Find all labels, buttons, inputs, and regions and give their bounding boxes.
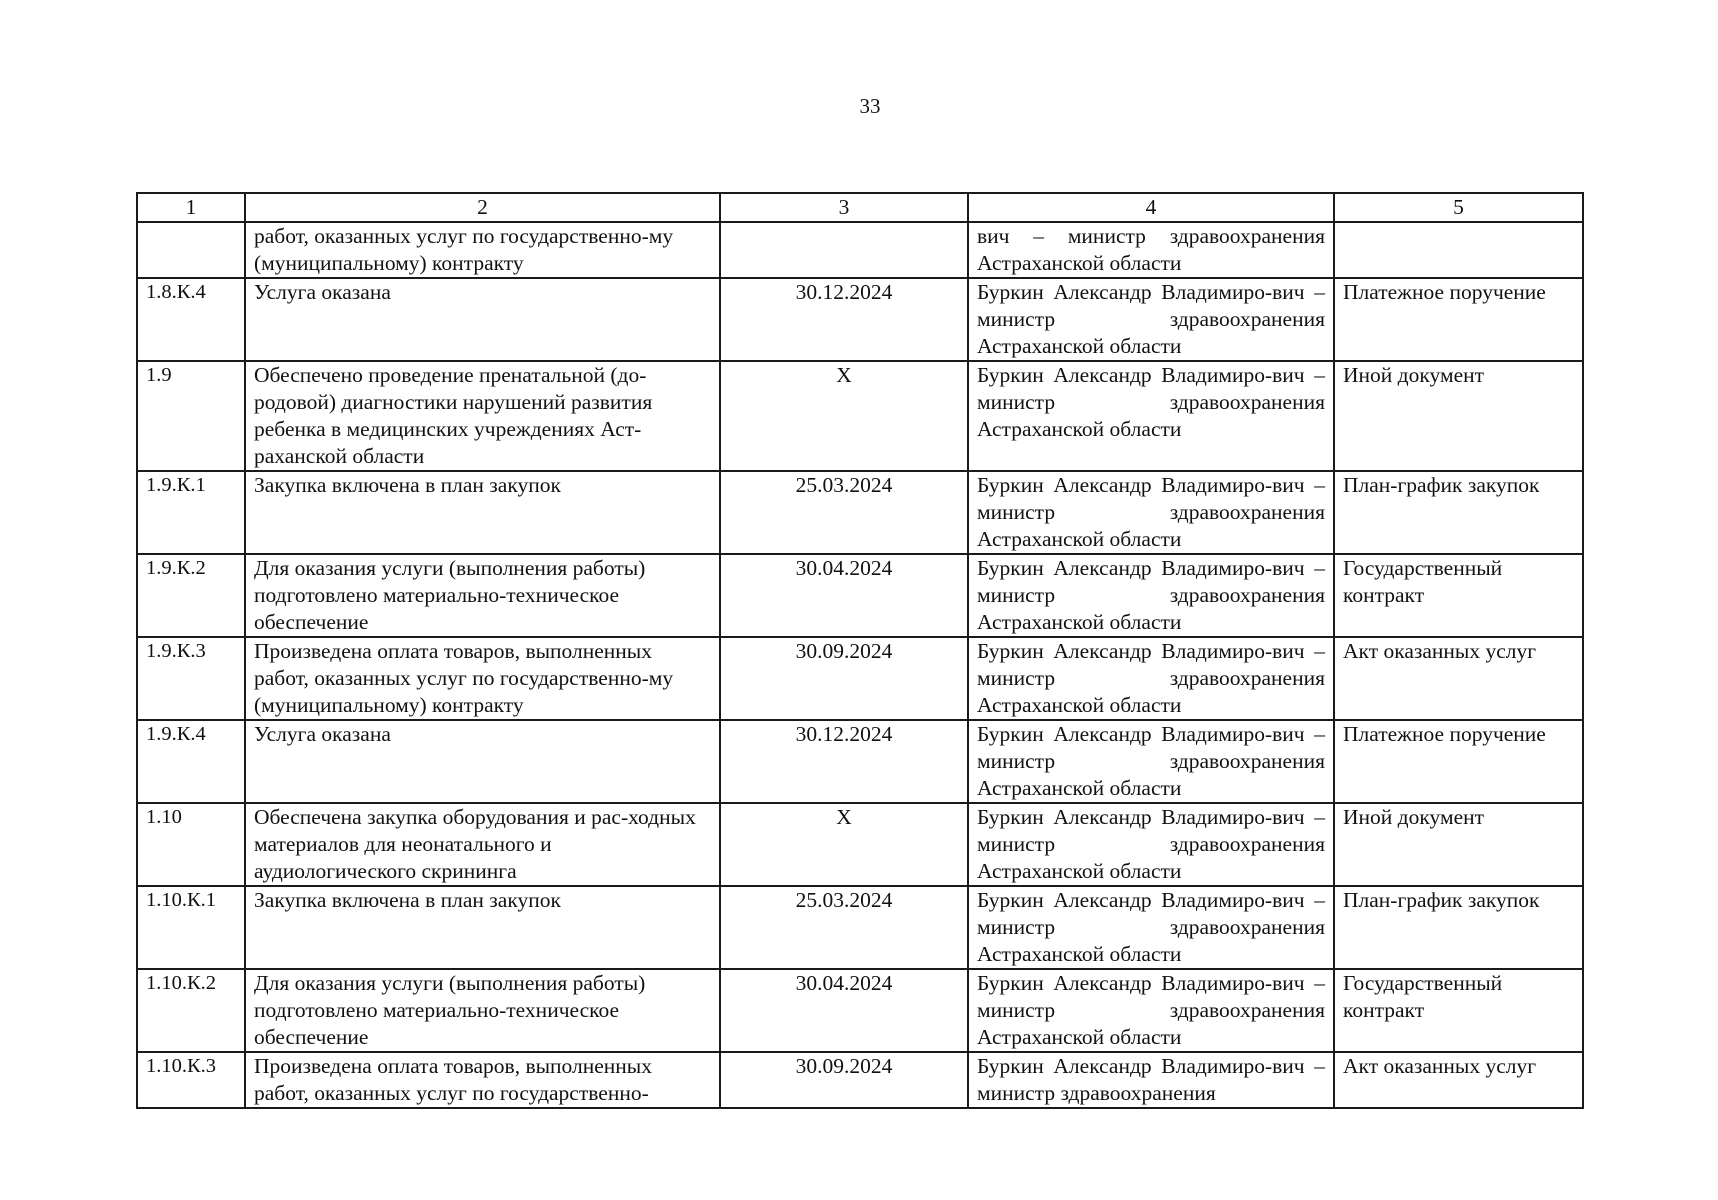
row-date: X [720,361,968,471]
table-row [137,222,1583,278]
row-document: План-график закупок [1334,886,1583,969]
column-header-4: 4 [968,193,1334,222]
row-document: Акт оказанных услуг [1334,1052,1583,1108]
row-responsible: Буркин Александр Владимиро-вич – министр здравоохранения Астраханской области [968,554,1334,637]
row-number [137,222,245,278]
row-document: Иной документ [1334,803,1583,886]
row-date [720,222,968,278]
row-description: Услуга оказана [245,720,720,803]
row-document: Акт оказанных услуг [1334,637,1583,720]
row-document [1334,222,1583,278]
row-date: 25.03.2024 [720,471,968,554]
row-description: Обеспечена закупка оборудования и рас-ходных материалов для неонатального и аудиологического скрининга [245,803,720,886]
table-row [137,554,1583,637]
row-responsible: Буркин Александр Владимиро-вич – министр здравоохранения Астраханской области [968,471,1334,554]
row-responsible: Буркин Александр Владимиро-вич – министр здравоохранения [968,1052,1334,1108]
row-number: 1.10.К.2 [137,969,245,1052]
row-description: Произведена оплата товаров, выполненных работ, оказанных услуг по государственно- [245,1052,720,1108]
row-responsible: вич – министр здравоохранения Астраханской области [968,222,1334,278]
table-row [137,471,1583,554]
row-number: 1.9.К.2 [137,554,245,637]
row-number: 1.10.К.3 [137,1052,245,1108]
row-description: Обеспечено проведение пренатальной (до-родовой) диагностики нарушений развития ребенка в медицинских учреждениях Аст-раханской области [245,361,720,471]
row-responsible: Буркин Александр Владимиро-вич – министр здравоохранения Астраханской области [968,278,1334,361]
row-date: 30.12.2024 [720,278,968,361]
row-number: 1.9 [137,361,245,471]
plan-table [136,192,1584,1109]
row-description: Закупка включена в план закупок [245,471,720,554]
column-header-3: 3 [720,193,968,222]
row-description: Закупка включена в план закупок [245,886,720,969]
row-document: Государственный контракт [1334,969,1583,1052]
header-row [137,193,1583,222]
table-row [137,886,1583,969]
row-description: Для оказания услуги (выполнения работы) подготовлено материально-техническое обеспечение [245,969,720,1052]
row-document: Платежное поручение [1334,720,1583,803]
row-number: 1.9.К.1 [137,471,245,554]
row-responsible: Буркин Александр Владимиро-вич – министр здравоохранения Астраханской области [968,803,1334,886]
row-document: Иной документ [1334,361,1583,471]
row-document: Платежное поручение [1334,278,1583,361]
row-responsible: Буркин Александр Владимиро-вич – министр здравоохранения Астраханской области [968,720,1334,803]
row-description: работ, оказанных услуг по государственно-му (муниципальному) контракту [245,222,720,278]
row-number: 1.8.К.4 [137,278,245,361]
row-number: 1.9.К.3 [137,637,245,720]
row-date: 30.09.2024 [720,1052,968,1108]
table-row [137,969,1583,1052]
table-row [137,720,1583,803]
column-header-5: 5 [1334,193,1583,222]
row-document: Государственный контракт [1334,554,1583,637]
table-row [137,278,1583,361]
row-responsible: Буркин Александр Владимиро-вич – министр здравоохранения Астраханской области [968,969,1334,1052]
row-number: 1.10 [137,803,245,886]
row-date: 25.03.2024 [720,886,968,969]
row-description: Услуга оказана [245,278,720,361]
table-row [137,361,1583,471]
row-number: 1.10.К.1 [137,886,245,969]
row-number: 1.9.К.4 [137,720,245,803]
row-date: 30.12.2024 [720,720,968,803]
row-document: План-график закупок [1334,471,1583,554]
table-row [137,1052,1583,1108]
column-header-1: 1 [137,193,245,222]
row-date: 30.09.2024 [720,637,968,720]
row-responsible: Буркин Александр Владимиро-вич – министр здравоохранения Астраханской области [968,886,1334,969]
row-description: Произведена оплата товаров, выполненных работ, оказанных услуг по государственно-му (муниципальному) контракту [245,637,720,720]
row-responsible: Буркин Александр Владимиро-вич – министр здравоохранения Астраханской области [968,361,1334,471]
row-responsible: Буркин Александр Владимиро-вич – министр здравоохранения Астраханской области [968,637,1334,720]
row-date: X [720,803,968,886]
table-row [137,637,1583,720]
row-date: 30.04.2024 [720,554,968,637]
row-description: Для оказания услуги (выполнения работы) подготовлено материально-техническое обеспечение [245,554,720,637]
page-number: 33 [859,94,881,118]
row-date: 30.04.2024 [720,969,968,1052]
table-row [137,803,1583,886]
column-header-2: 2 [245,193,720,222]
